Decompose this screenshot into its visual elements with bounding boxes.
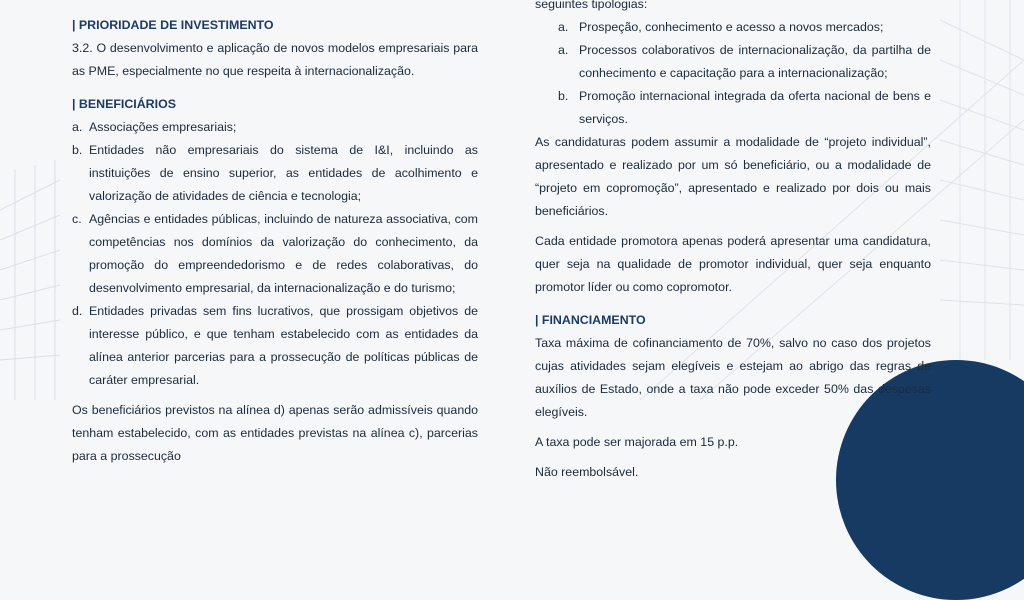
list-item-text: Prospeção, conhecimento e acesso a novos mercados;	[579, 20, 884, 34]
list-marker: a.	[558, 20, 569, 34]
list-item-text: Associações empresariais;	[89, 120, 237, 134]
list-marker: a.	[72, 120, 83, 134]
heading-financing: | FINANCIAMENTO	[535, 313, 646, 327]
list-marker: b.	[558, 89, 569, 103]
list-marker: b.	[72, 143, 83, 157]
list-item-text: Processos colaborativos de internacionalização, da partilha de conhecimento e capacitação para a internacionalização;	[579, 43, 931, 80]
right-column	[535, 0, 931, 484]
list-item	[72, 208, 478, 300]
list-item	[535, 39, 931, 85]
list-item	[72, 139, 478, 208]
typologies-intro-text: seguintes tipologias:	[535, 0, 648, 11]
list-marker: a.	[558, 43, 569, 57]
list-item-text: Promoção internacional integrada da oferta nacional de bens e serviços.	[579, 89, 931, 126]
majorada-text: A taxa pode ser majorada em 15 p.p.	[535, 435, 739, 449]
financing-text: Taxa máxima de cofinanciamento de 70%, salvo no caso dos projetos cujas atividades sejam elegíveis e estejam ao abrigo das regras de auxílios de Estado, onde a taxa não pode exceder 50% das despesas elegíveis.	[535, 336, 931, 419]
list-marker: c.	[72, 212, 82, 226]
beneficiaries-list	[72, 116, 478, 392]
list-marker: d.	[72, 304, 83, 318]
reembolsavel-text: Não reembolsável.	[535, 465, 639, 479]
list-item-text: Entidades privadas sem fins lucrativos, que prossigam objetivos de interesse público, e que tenham estabelecido com as entidades da alínea anterior parcerias para a prossecução de políticas públicas de caráter empresarial.	[89, 304, 478, 387]
list-item	[72, 116, 478, 139]
heading-beneficiaries: | BENEFICIÁRIOS	[72, 97, 176, 111]
candidaturas-text: As candidaturas podem assumir a modalidade de “projeto individual”, apresentado e realizado por um só beneficiário, ou a modalidade de “projeto em copromoção”, apresentado e realizado por dois ou mais beneficiários.	[535, 135, 931, 218]
list-item	[72, 300, 478, 392]
promotora-text: Cada entidade promotora apenas poderá apresentar uma candidatura, quer seja na qualidade de promotor individual, quer seja enquanto promotor líder ou como copromotor.	[535, 234, 931, 294]
list-item-text: Entidades não empresariais do sistema de I&I, incluindo as instituições de ensino superior, as entidades de acolhimento e valorização de atividades de ciência e tecnologia;	[89, 143, 478, 203]
list-item	[535, 85, 931, 131]
beneficiaries-closing-text: Os beneficiários previstos na alínea d) apenas serão admissíveis quando tenham estabelecido, com as entidades previstas na alínea c), parcerias para a prossecução	[72, 403, 478, 463]
investment-priority-text: 3.2. O desenvolvimento e aplicação de novos modelos empresariais para as PME, especialmente no que respeita à internacionalização.	[72, 41, 478, 78]
heading-investment-priority: | PRIORIDADE DE INVESTIMENTO	[72, 18, 274, 32]
typologies-list	[535, 16, 931, 131]
list-item-text: Agências e entidades públicas, incluindo de natureza associativa, com competências nos domínios da valorização do conhecimento, da promoção do empreendedorismo e de redes colaborativas, do desenvolvimento empresarial, da internacionalização e do turismo;	[89, 212, 478, 295]
list-item	[535, 16, 931, 39]
